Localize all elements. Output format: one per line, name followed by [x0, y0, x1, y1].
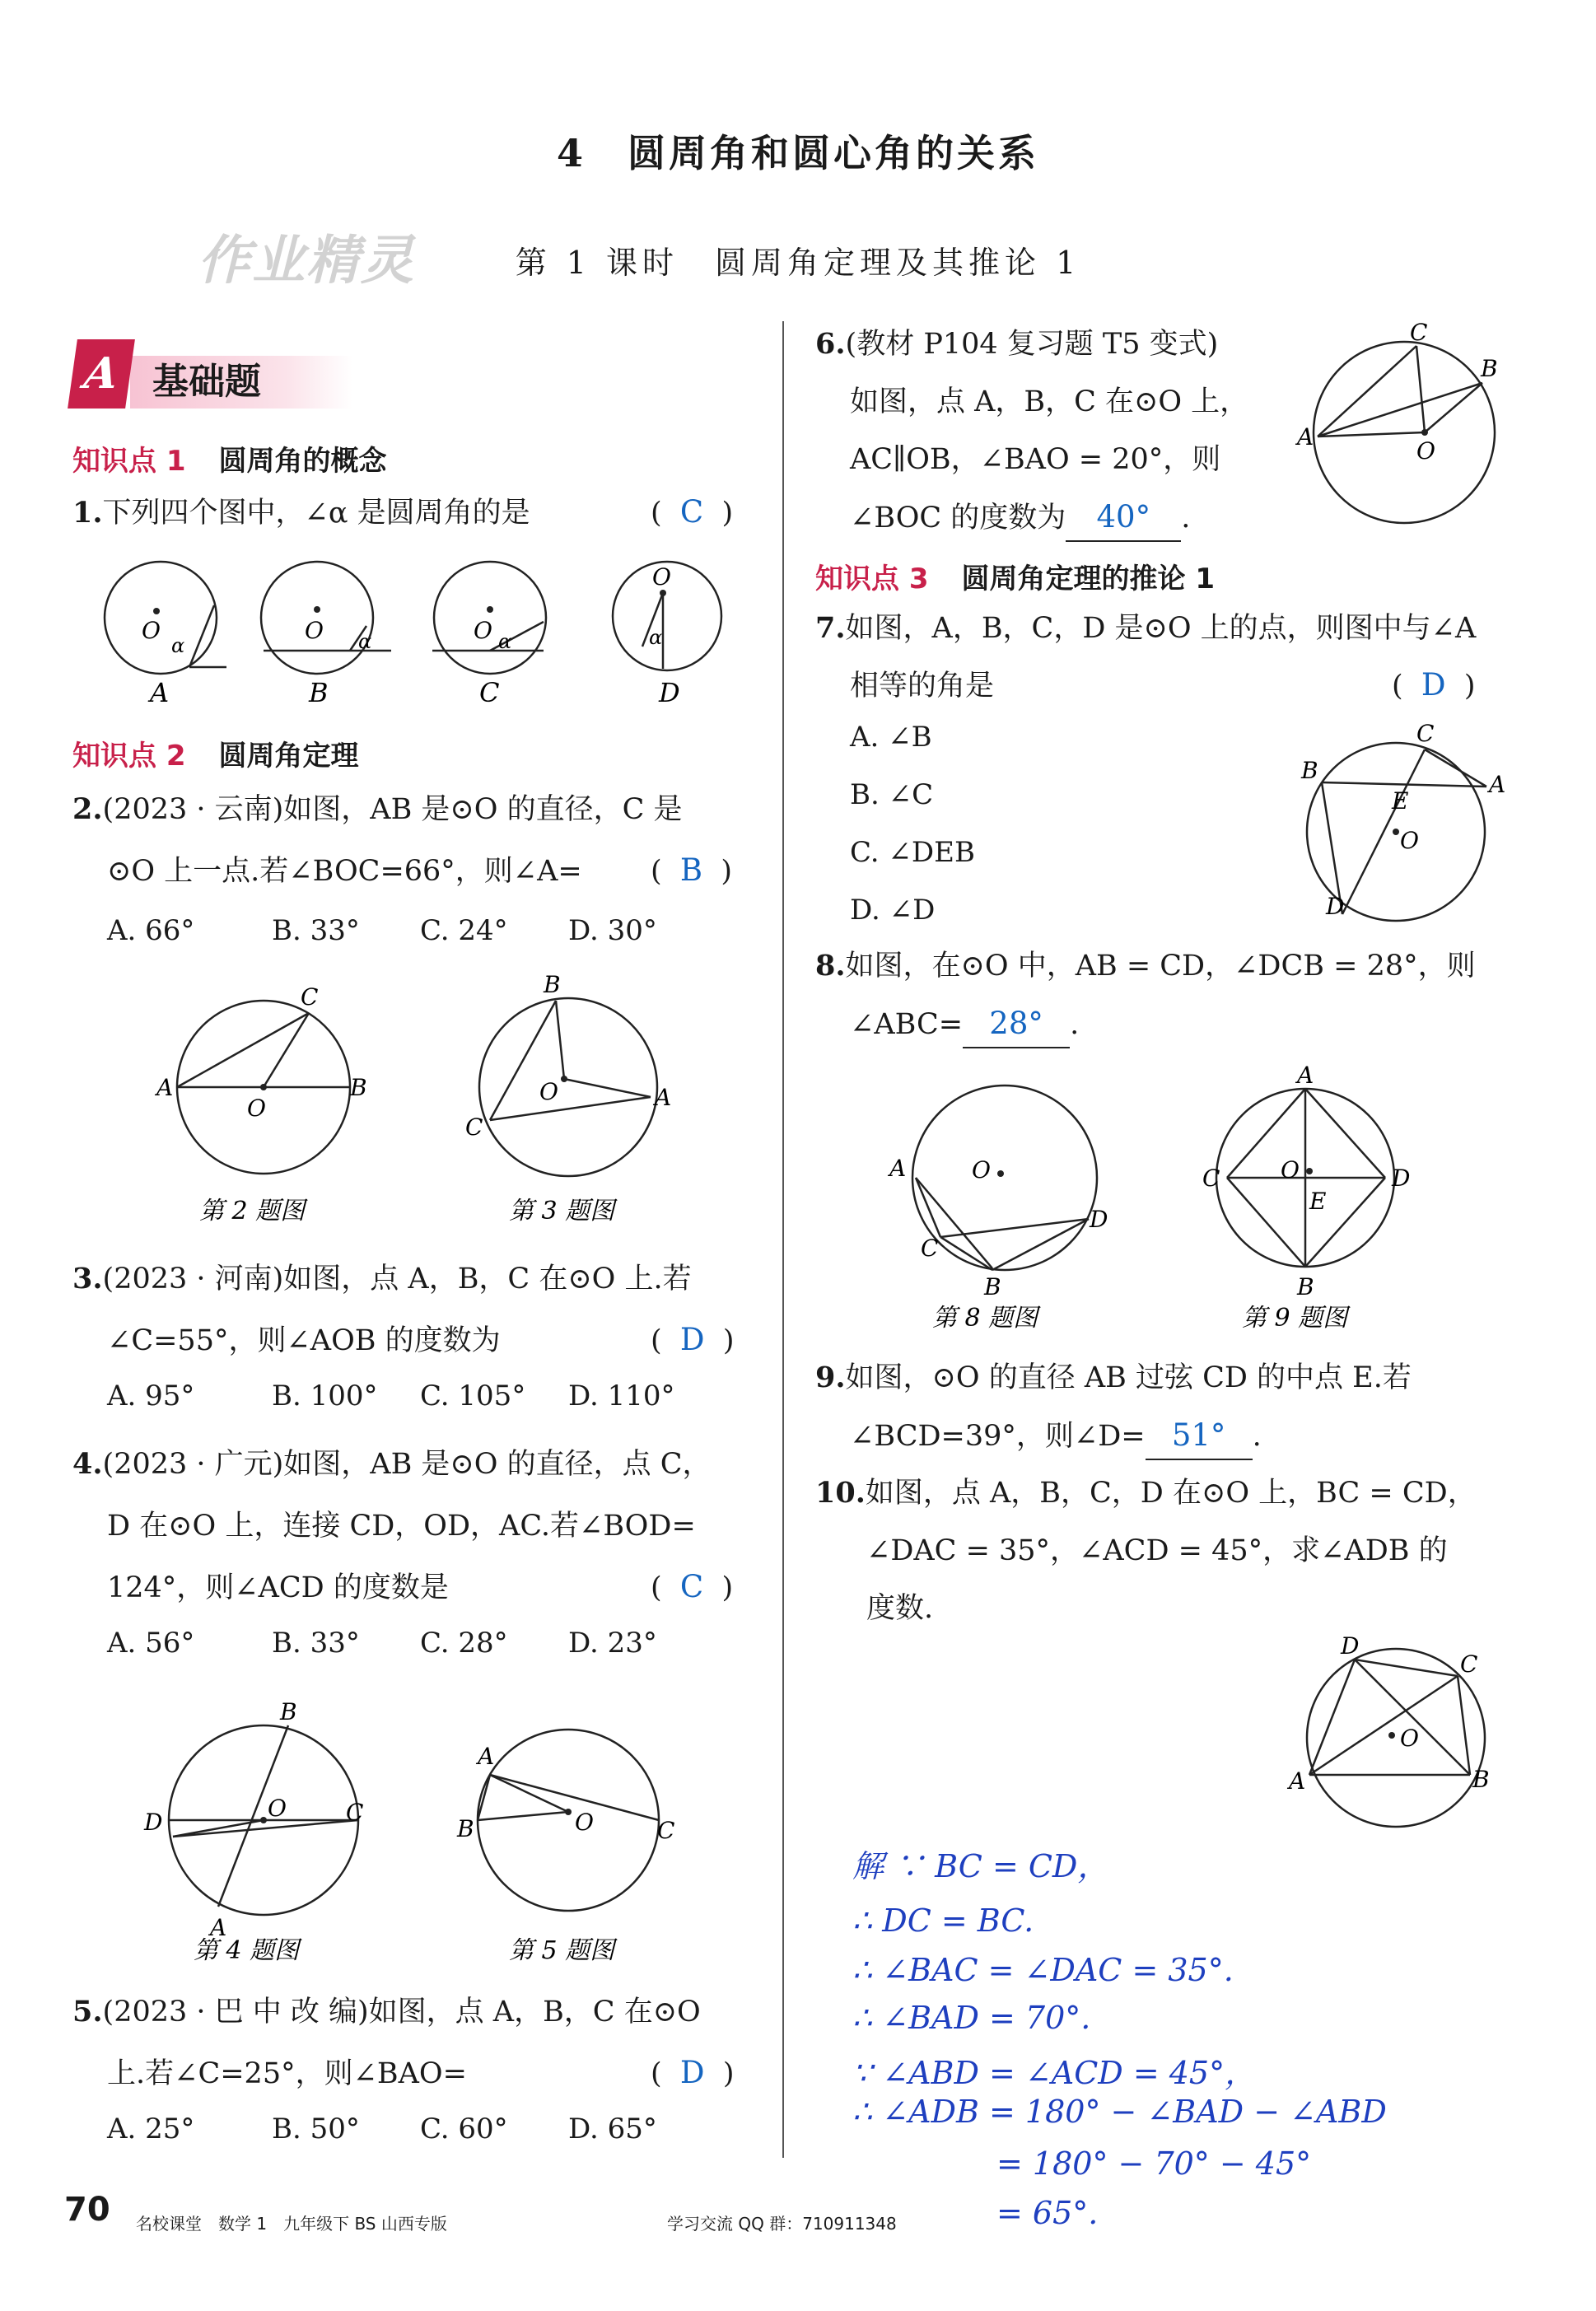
question-5: [72, 1989, 701, 2035]
q-num: 3.: [72, 1262, 103, 1296]
angle-label: α: [358, 630, 372, 653]
kp-title: 圆周角定理: [218, 740, 359, 773]
caption: 第 3 题图: [509, 1197, 615, 1226]
kp-label: 知识点 3: [815, 563, 929, 595]
solution-line-1: 解 ∵ BC = CD，: [852, 1848, 1109, 1884]
point-label: B: [544, 972, 561, 998]
figure-6: [1293, 317, 1515, 531]
option-b: B. ∠C: [850, 778, 934, 811]
question-2: [72, 787, 682, 833]
question-8: [815, 943, 1476, 989]
center-dot: [1306, 1168, 1313, 1174]
question-9: [815, 1355, 1412, 1401]
caption: 第 9 题图: [1242, 1304, 1348, 1333]
center-dot: [997, 1170, 1004, 1177]
answer: C: [679, 494, 704, 530]
point-label: C: [301, 983, 319, 1011]
angle-label: α: [498, 630, 512, 653]
q-text: (2023 · 云南)如图，AB 是⊙O 的直径，C 是: [102, 793, 683, 826]
solution-line-4: ∴ ∠BAD = 70°.: [852, 2000, 1091, 2036]
q-text: 如图，在⊙O 中，AB = CD，∠DCB = 28°，则: [845, 950, 1476, 983]
fig5-lines: [478, 1730, 659, 1911]
point-label: A: [478, 1743, 495, 1770]
center-dot: [260, 1817, 267, 1823]
option-d: D. 23°: [568, 1627, 657, 1660]
q-text: 下列四个图中，∠α 是圆周角的是: [102, 497, 530, 530]
point-label: O: [972, 1156, 991, 1184]
angle-label: α: [171, 634, 185, 657]
fig-label: A: [150, 677, 170, 708]
q-text: 如图，点 A，B，C，D 在⊙O 上，BC = CD，: [865, 1477, 1477, 1510]
q-text: ∠BOC 的度数为: [850, 502, 1066, 535]
point-label: C: [921, 1235, 939, 1262]
q1-fig-b: [261, 562, 391, 674]
q-num: 7.: [815, 611, 846, 645]
center-label: O: [652, 563, 671, 591]
center-dot: [660, 590, 666, 596]
point-label: O: [1400, 1725, 1419, 1752]
option-d: D. 110°: [568, 1380, 675, 1412]
q1-figures: [82, 544, 741, 708]
option-d: D. ∠D: [850, 894, 936, 927]
answer: D: [679, 2055, 705, 2090]
q-text: ∠ABC=: [850, 1008, 964, 1041]
q3-answer-paren: ( D ): [651, 1322, 735, 1357]
point-label: B: [280, 1698, 297, 1725]
point-label: A: [156, 1074, 174, 1101]
question-6: [815, 321, 1218, 367]
q6-line4: ∠BOC 的度数为 40° .: [850, 494, 1190, 542]
point-label: O: [1416, 437, 1435, 465]
center-dot: [314, 606, 320, 613]
point-label: C: [1416, 720, 1435, 747]
kp-label: 知识点 2: [72, 740, 186, 773]
center-dot: [565, 1809, 572, 1815]
question-10: [815, 1470, 1477, 1516]
q5-answer-paren: ( D ): [651, 2055, 735, 2090]
watermark: 作业精灵: [198, 231, 415, 292]
q-num: 9.: [815, 1361, 846, 1394]
point-label: O: [539, 1078, 558, 1105]
question-5-line2: 上.若∠C=25°，则∠BAO=: [107, 2057, 467, 2090]
answer: D: [679, 1322, 705, 1357]
point-label: O: [268, 1795, 287, 1822]
point-label: E: [1309, 1188, 1327, 1215]
option-c: C. 24°: [420, 914, 508, 947]
point-label: O: [1400, 827, 1419, 854]
point-label: C: [657, 1817, 675, 1844]
option-a: A. 66°: [107, 914, 195, 947]
option-b: B. 33°: [272, 914, 360, 947]
q7-line2: 相等的角是: [850, 670, 995, 703]
question-3-line2: ∠C=55°，则∠AOB 的度数为: [107, 1324, 501, 1357]
knowledge-point-2: [72, 733, 359, 773]
point-label: B: [1472, 1766, 1490, 1793]
fig-label: B: [309, 677, 329, 708]
answer: B: [679, 852, 703, 888]
point-label: A: [1297, 1062, 1314, 1089]
point-label: A: [1489, 771, 1506, 798]
point-label: C: [346, 1799, 364, 1826]
point-label: A: [889, 1155, 907, 1182]
option-a: A. 56°: [107, 1627, 195, 1660]
lesson-title: 第 1 课时 圆周角定理及其推论 1: [515, 245, 1081, 281]
q9-line2: ∠BCD=39°，则∠D= 51° .: [850, 1412, 1262, 1460]
solution-line-5: ∵ ∠ABD = ∠ACD = 45°，: [852, 2055, 1257, 2091]
question-4-line2: D 在⊙O 上，连接 CD，OD，AC.若∠BOD=: [107, 1510, 696, 1543]
fig-label: D: [659, 677, 680, 708]
q7-answer-paren: ( D ): [1392, 667, 1476, 703]
q2-answer-paren: ( B ): [651, 852, 733, 888]
center-dot: [1393, 829, 1399, 835]
section-title: 4 圆周角和圆心角的关系: [556, 131, 1039, 175]
point-label: C: [1202, 1165, 1220, 1192]
figure-10: [1285, 1631, 1515, 1845]
point-label: D: [1090, 1206, 1108, 1233]
option-c: C. ∠DEB: [850, 836, 975, 869]
q-text: (2023 · 河南)如图，点 A，B，C 在⊙O 上.若: [102, 1263, 692, 1296]
q10-line3: 度数.: [866, 1592, 934, 1625]
page-number: 70: [64, 2191, 110, 2229]
option-b: B. 50°: [272, 2113, 360, 2145]
knowledge-point-1: [72, 438, 387, 479]
footer-qq: 学习交流 QQ 群：710911348: [667, 2214, 897, 2234]
blank-answer: 51°: [1146, 1412, 1253, 1460]
answer: D: [1421, 667, 1446, 703]
badge-label: 基础题: [152, 361, 261, 403]
point-label: O: [575, 1809, 594, 1836]
q-num: 4.: [72, 1447, 103, 1481]
center-dot: [561, 1076, 567, 1082]
point-label: A: [1289, 1767, 1306, 1795]
center-dot: [1421, 429, 1428, 436]
point-label: D: [1392, 1165, 1411, 1192]
q6-line2: 如图，点 A，B，C 在⊙O 上，: [850, 385, 1249, 418]
fig3-lines: [479, 998, 657, 1176]
q-num: 8.: [815, 949, 846, 983]
point-label: A: [1297, 423, 1314, 451]
figures-2-3: [140, 972, 716, 1235]
figure-7: [1285, 717, 1515, 931]
option-a: A. ∠B: [850, 721, 932, 754]
option-b: B. 100°: [272, 1380, 378, 1412]
blank-answer: 28°: [963, 1001, 1070, 1048]
figures-8-9: [873, 1054, 1466, 1351]
center-label: O: [142, 617, 161, 644]
center-label: O: [305, 617, 324, 644]
q10-line2: ∠DAC = 35°，∠ACD = 45°，求∠ADB 的: [866, 1534, 1448, 1567]
option-d: D. 65°: [568, 2113, 657, 2145]
q-num: 1.: [72, 496, 103, 530]
q-text: (2023 · 巴 中 改 编)如图，点 A，B，C 在⊙O: [102, 1996, 701, 2029]
center-dot: [487, 606, 493, 613]
center-dot: [260, 1084, 267, 1090]
point-label: C: [465, 1113, 483, 1141]
angle-label: α: [649, 626, 663, 649]
question-1: [72, 490, 530, 536]
caption: 第 4 题图: [194, 1936, 300, 1965]
q6-line3: AC∥OB，∠BAO = 20°，则: [850, 443, 1221, 476]
solution-line-7: = 180° − 70° − 45°: [996, 2145, 1312, 2182]
solution-line-2: ∴ DC = BC.: [852, 1902, 1034, 1939]
point-label: O: [1281, 1156, 1300, 1184]
q-text: 如图，A，B，C，D 是⊙O 上的点，则图中与∠A: [845, 612, 1477, 645]
answer: C: [679, 1569, 704, 1604]
q-text: (2023 · 广元)如图，AB 是⊙O 的直径，点 C，: [102, 1448, 712, 1481]
point-label: D: [144, 1809, 163, 1836]
point-label: B: [350, 1074, 367, 1101]
center-dot: [1388, 1732, 1395, 1739]
point-label: B: [1481, 355, 1498, 382]
q1-fig-a: [105, 562, 226, 674]
point-label: A: [655, 1084, 672, 1111]
question-2-line2: ⊙O 上一点.若∠BOC=66°，则∠A=: [107, 855, 582, 888]
q-num: 2.: [72, 792, 103, 826]
column-divider: [782, 321, 784, 2158]
q-text: (教材 P104 复习题 T5 变式): [845, 328, 1219, 361]
caption: 第 5 题图: [509, 1936, 615, 1965]
point-label: B: [457, 1815, 474, 1842]
question-4-line3: 124°，则∠ACD 的度数是: [107, 1571, 449, 1604]
point-label: D: [1341, 1632, 1360, 1660]
option-d: D. 30°: [568, 914, 657, 947]
point-label: A: [210, 1914, 227, 1941]
q-num: 10.: [815, 1476, 866, 1510]
point-label: D: [1326, 893, 1345, 920]
question-7: [815, 605, 1476, 651]
fig-label: C: [479, 677, 500, 708]
center-dot: [153, 608, 160, 614]
q-num: 6.: [815, 327, 846, 361]
point-label: C: [1410, 319, 1428, 346]
solution-line-3: ∴ ∠BAC = ∠DAC = 35°.: [852, 1952, 1234, 1988]
q4-answer-paren: ( C ): [651, 1569, 734, 1604]
point-label: B: [1301, 757, 1318, 784]
point-label: B: [1297, 1273, 1314, 1300]
caption: 第 8 题图: [932, 1304, 1038, 1333]
caption: 第 2 题图: [199, 1197, 306, 1226]
question-3: [72, 1256, 692, 1302]
q-text: 如图，⊙O 的直径 AB 过弦 CD 的中点 E.若: [845, 1361, 1412, 1394]
option-a: A. 25°: [107, 2113, 195, 2145]
point-label: C: [1460, 1650, 1478, 1678]
question-4: [72, 1441, 711, 1487]
q-text: ∠BCD=39°，则∠D=: [850, 1420, 1146, 1453]
point-label: B: [984, 1273, 1001, 1300]
kp-title: 圆周角定理的推论 1: [961, 563, 1215, 595]
solution-line-6: ∴ ∠ADB = 180° − ∠BAD − ∠ABD: [852, 2094, 1387, 2130]
q1-answer-paren: ( C ): [651, 494, 734, 530]
blank-answer: 40°: [1066, 494, 1181, 542]
footer-book: 名校课堂 数学 1 九年级下 BS 山西专版: [136, 2214, 447, 2234]
option-a: A. 95°: [107, 1380, 195, 1412]
option-b: B. 33°: [272, 1627, 360, 1660]
center-label: O: [474, 617, 492, 644]
option-c: C. 105°: [420, 1380, 526, 1412]
option-c: C. 28°: [420, 1627, 508, 1660]
point-label: O: [247, 1095, 266, 1122]
q8-line2: ∠ABC= 28° .: [850, 1001, 1079, 1048]
kp-label: 知识点 1: [72, 445, 186, 478]
solution-line-8: = 65°.: [996, 2195, 1099, 2231]
option-c: C. 60°: [420, 2113, 508, 2145]
figures-4-5: [140, 1697, 716, 1977]
badge-letter: A: [68, 339, 135, 409]
point-label: E: [1392, 787, 1409, 815]
kp-title: 圆周角的概念: [218, 445, 387, 478]
knowledge-point-3: [815, 556, 1215, 596]
q-num: 5.: [72, 1995, 103, 2029]
